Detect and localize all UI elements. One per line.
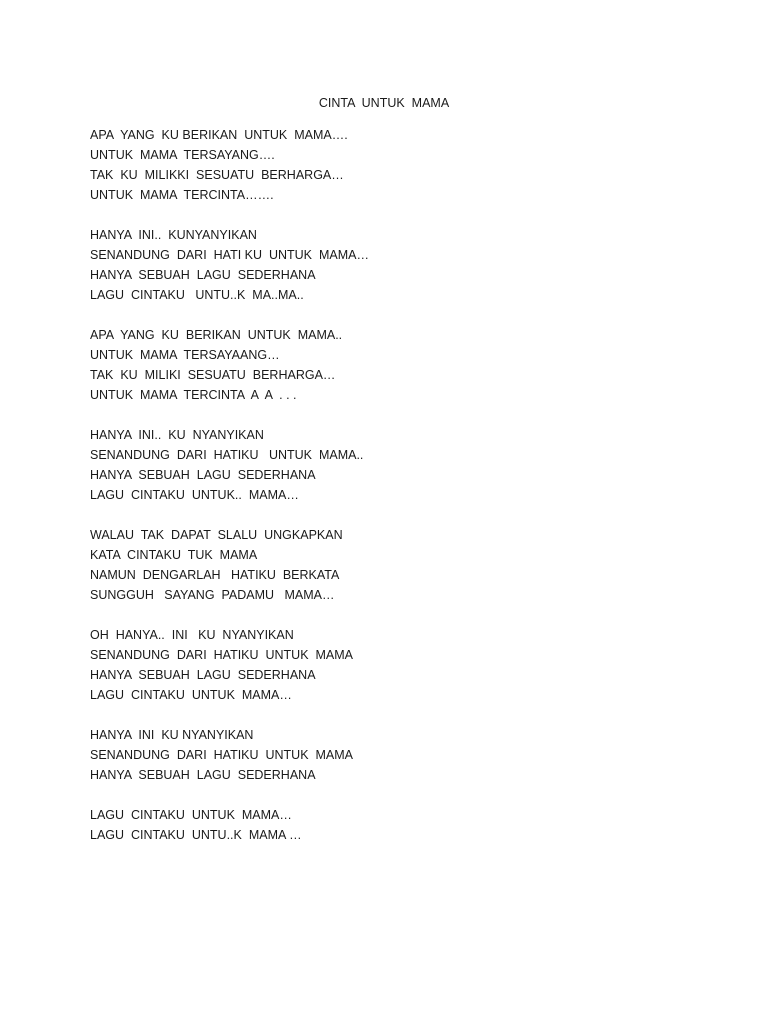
lyric-line: APA YANG KU BERIKAN UNTUK MAMA…. [90, 128, 348, 142]
lyric-line: LAGU CINTAKU UNTU..K MAMA … [90, 828, 302, 842]
stanza-7 [90, 725, 690, 785]
lyrics-body [90, 125, 690, 865]
lyric-line: SENANDUNG DARI HATIKU UNTUK MAMA [90, 748, 353, 762]
stanza-2 [90, 225, 690, 305]
lyric-line: UNTUK MAMA TERCINTA A A . . . [90, 388, 297, 402]
lyric-line: SENANDUNG DARI HATIKU UNTUK MAMA [90, 648, 353, 662]
lyric-line: LAGU CINTAKU UNTUK MAMA… [90, 688, 292, 702]
stanza-5 [90, 525, 690, 605]
lyric-line: HANYA SEBUAH LAGU SEDERHANA [90, 468, 316, 482]
lyric-line: NAMUN DENGARLAH HATIKU BERKATA [90, 568, 340, 582]
lyric-line: HANYA INI.. KU NYANYIKAN [90, 428, 264, 442]
lyric-line: HANYA SEBUAH LAGU SEDERHANA [90, 668, 316, 682]
lyric-line: HANYA SEBUAH LAGU SEDERHANA [90, 268, 316, 282]
lyric-line: UNTUK MAMA TERSAYANG…. [90, 148, 275, 162]
lyric-line: LAGU CINTAKU UNTUK MAMA… [90, 808, 292, 822]
lyric-line: UNTUK MAMA TERSAYAANG… [90, 348, 280, 362]
lyric-line: KATA CINTAKU TUK MAMA [90, 548, 258, 562]
lyric-line: HANYA INI KU NYANYIKAN [90, 728, 254, 742]
stanza-4 [90, 425, 690, 505]
lyric-line: LAGU CINTAKU UNTU..K MA..MA.. [90, 288, 304, 302]
stanza-1 [90, 125, 690, 205]
lyric-line: OH HANYA.. INI KU NYANYIKAN [90, 628, 294, 642]
lyric-line: SENANDUNG DARI HATI KU UNTUK MAMA… [90, 248, 369, 262]
lyric-line: APA YANG KU BERIKAN UNTUK MAMA.. [90, 328, 343, 342]
title-text: CINTA UNTUK MAMA [318, 96, 450, 110]
stanza-3 [90, 325, 690, 405]
lyric-line: SUNGGUH SAYANG PADAMU MAMA… [90, 588, 335, 602]
lyric-line: LAGU CINTAKU UNTUK.. MAMA… [90, 488, 299, 502]
lyric-line: TAK KU MILIKKI SESUATU BERHARGA… [90, 168, 344, 182]
lyric-line: SENANDUNG DARI HATIKU UNTUK MAMA.. [90, 448, 364, 462]
stanza-8 [90, 805, 690, 845]
document-title [0, 93, 768, 113]
stanza-6 [90, 625, 690, 705]
lyric-line: HANYA INI.. KUNYANYIKAN [90, 228, 257, 242]
lyric-line: HANYA SEBUAH LAGU SEDERHANA [90, 768, 316, 782]
lyric-line: TAK KU MILIKI SESUATU BERHARGA… [90, 368, 336, 382]
lyric-line: WALAU TAK DAPAT SLALU UNGKAPKAN [90, 528, 343, 542]
lyric-line: UNTUK MAMA TERCINTA……. [90, 188, 274, 202]
